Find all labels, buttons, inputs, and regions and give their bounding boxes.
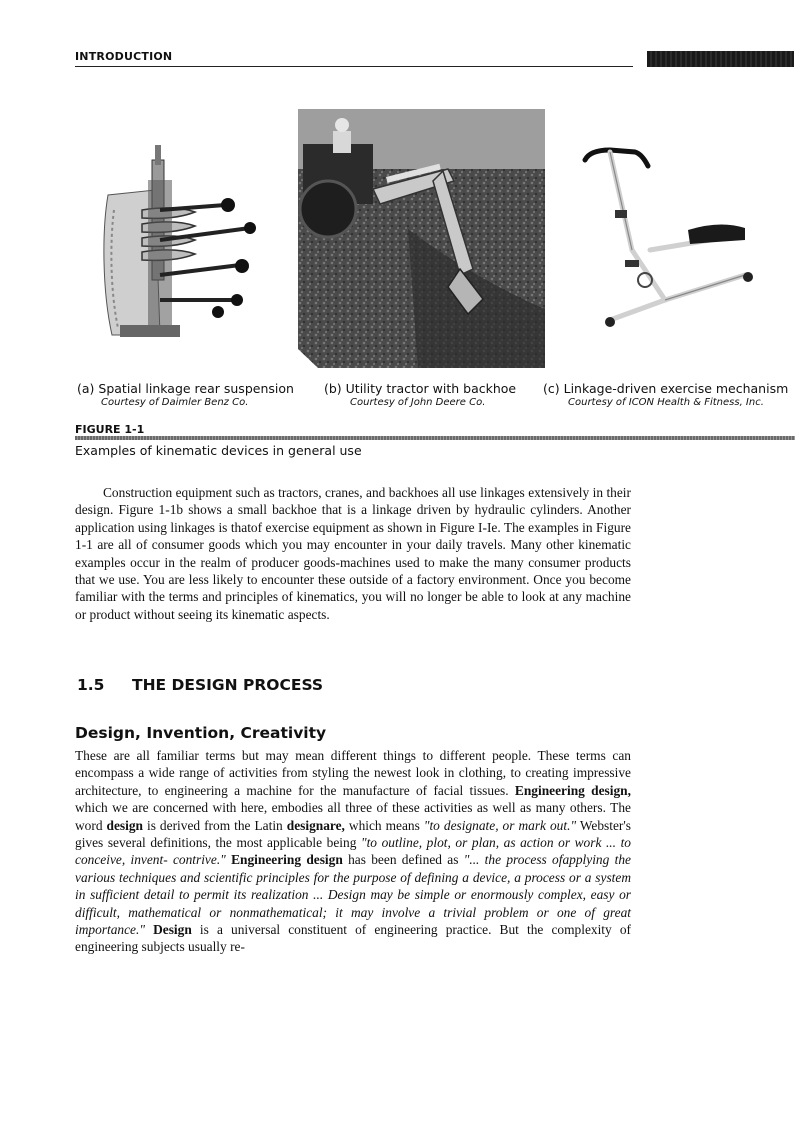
- bold-term: Engineering design: [231, 852, 343, 868]
- caption-c: [543, 381, 788, 408]
- text-run: Webster's gives several definitions, the most applicable being: [75, 817, 631, 851]
- caption-a: [77, 381, 294, 408]
- bold-term: designare,: [286, 817, 345, 833]
- caption-b: [324, 381, 516, 408]
- bold-term: Design: [153, 922, 192, 938]
- italic-quote: "to outline, plot, or plan, as action or work ... to conceive, invent- contrive.": [75, 835, 631, 868]
- text-run: These are all familiar terms but may mean different things to different people. These terms can encompass a wide range of activities from styling the newest look in clothing, to creating impressive architecture, to engineering a machine for the manufacture of facial tissues.: [75, 748, 631, 798]
- header-tab-block: [647, 51, 794, 67]
- section-heading: [77, 676, 323, 694]
- text-run: which means: [344, 817, 424, 833]
- figure-description: Examples of kinematic devices in general use: [75, 443, 362, 458]
- section-number: 1.5: [77, 676, 105, 694]
- subsection-heading: Design, Invention, Creativity: [75, 724, 327, 742]
- text-run: which we are concerned with here, embodies all three of these activities as well as many others. The word: [75, 800, 631, 833]
- running-header: INTRODUCTION: [75, 50, 173, 63]
- paragraph-text: Construction equipment such as tractors, cranes, and backhoes all use linkages extensively in their design. Figure 1-1b shows a small backhoe that is a linkage driven by hydraulic cylinders. Another application using linkages is thatof exercise equipment as shown in Figure I-Ie. The examples in Figure 1-1 are all of consumer goods which you may encounter in your daily travels. Many other kinematic examples occur in the realm of producer goods-machines used to make the many consumer products that we use. You are less likely to encounter these outside of a factory environment. Once you become familiar with the terms and principles of kinematics, you will no longer be able to look at any machine or product without seeing its kinematic aspects.: [75, 485, 631, 622]
- caption-b-text: (b) Utility tractor with backhoe: [324, 381, 517, 396]
- text-run: is a universal constituent of engineering practice. But the complexity of engineering subjects usually re-: [75, 922, 631, 955]
- backhoe-photo: [298, 109, 545, 368]
- italic-quote: "... the process ofapplying the various techniques and scientific principles for the purpose of defining a device, a process or a system in sufficient detail to permit its realization ... Design may be simple or enormously complex, easy or difficult, mathematical or nonmathematical; it may involve a trivial problem or one of great importance.": [75, 852, 631, 938]
- suspension-photo: [100, 140, 260, 340]
- text-run: is derived from the Latin: [143, 817, 287, 833]
- figure-rule: [75, 436, 795, 440]
- paragraph-design-definition: [75, 747, 631, 956]
- bold-term: design: [106, 817, 143, 833]
- section-title: THE DESIGN PROCESS: [132, 676, 324, 694]
- bold-term: Engineering design,: [514, 782, 631, 798]
- header-rule: [75, 66, 633, 67]
- text-run: has been defined as: [342, 852, 464, 868]
- text-run: [145, 922, 153, 937]
- italic-quote: "to designate, or mark out.": [423, 817, 577, 833]
- credit-a: Courtesy of Daimler Benz Co.: [101, 397, 249, 408]
- paragraph-construction-equipment: [75, 484, 631, 623]
- caption-c-text: (c) Linkage-driven exercise mechanism: [543, 381, 789, 396]
- figure-number: FIGURE 1-1: [75, 423, 145, 436]
- credit-c: Courtesy of ICON Health & Fitness, Inc.: [568, 397, 764, 408]
- caption-a-text: (a) Spatial linkage rear suspension: [77, 381, 294, 396]
- credit-b: Courtesy of John Deere Co.: [350, 397, 486, 408]
- exercise-machine-photo: [570, 140, 765, 335]
